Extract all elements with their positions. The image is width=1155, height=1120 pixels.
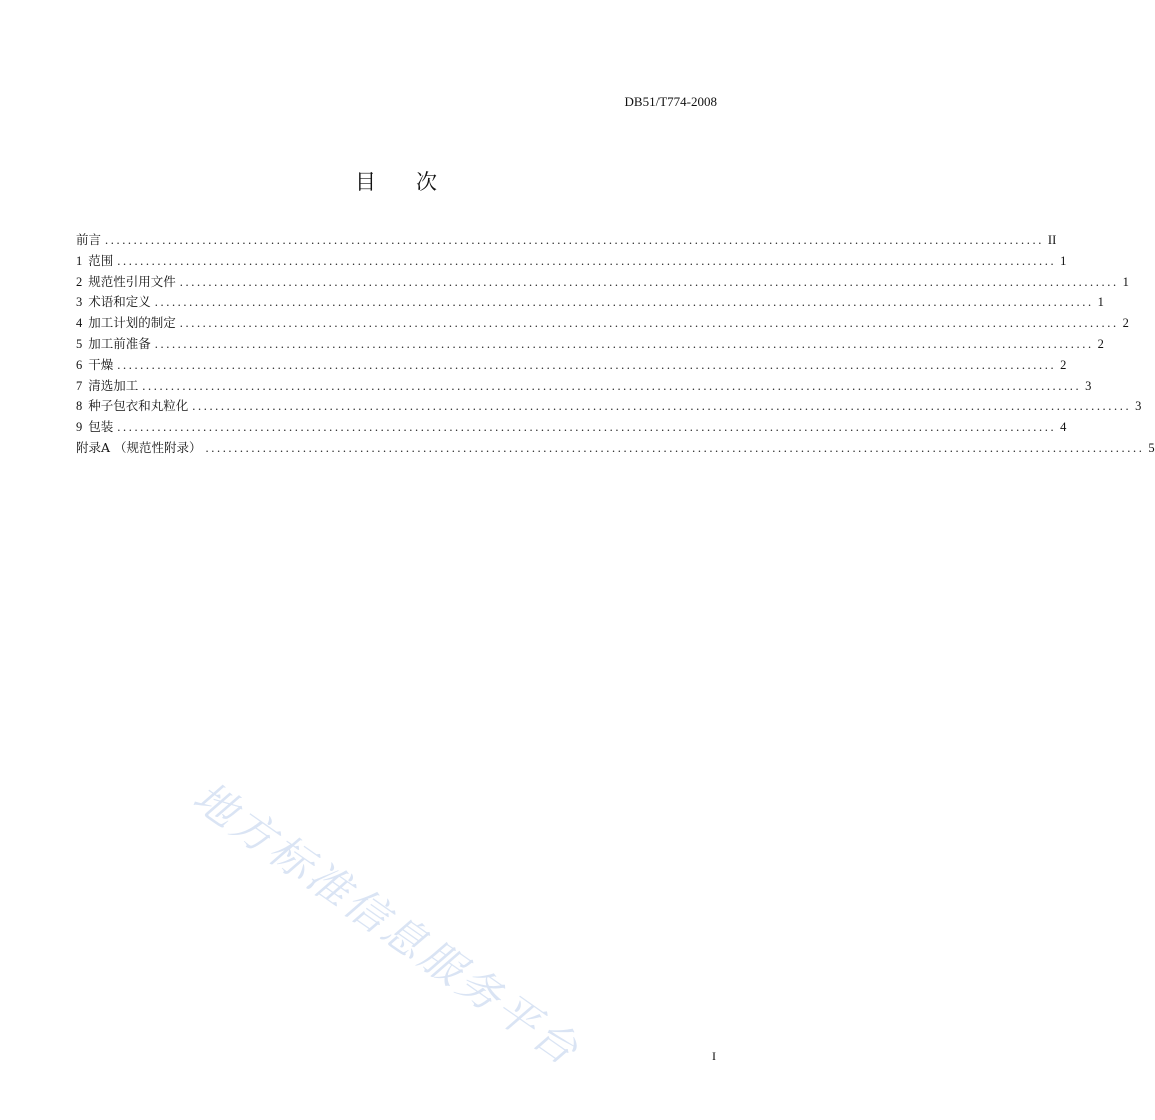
toc-entry-page: 5 (1148, 440, 1155, 455)
toc-entry-number: 1 (76, 253, 83, 268)
toc-leader-dots: .................................................................................................................................................................... (105, 233, 1044, 247)
toc-leader-dots: .................................................................................................................................................................... (179, 274, 1119, 289)
toc-entry-page: 2 (1122, 316, 1129, 331)
toc-entry-label: 规范性引用文件 (88, 273, 176, 289)
toc-entry-number: 5 (76, 336, 83, 351)
toc-leader-dots: .................................................................................................................................................................... (117, 357, 1057, 372)
toc-entry[interactable] (76, 313, 1129, 334)
toc-entry-label: 包装 (88, 419, 114, 435)
toc-entry-number: 9 (76, 420, 83, 435)
toc-entry[interactable] (76, 396, 1142, 417)
toc-entry-number: 4 (76, 316, 83, 331)
toc-leader-dots: .................................................................................................................................................................... (117, 253, 1057, 268)
toc-entry-page: 3 (1085, 378, 1092, 393)
toc-entry-label: 范围 (88, 252, 114, 268)
document-code: DB51/T774-2008 (624, 94, 717, 109)
toc-entry-number: 8 (76, 399, 83, 414)
toc-entry[interactable] (76, 230, 1057, 251)
toc-title-char-1: 目 (355, 170, 376, 194)
toc-entry[interactable] (76, 334, 1104, 355)
toc-entry-page: 1 (1097, 295, 1104, 310)
toc-entry-label: 附录A （规范性附录） (76, 439, 202, 455)
toc-leader-dots: .................................................................................................................................................................... (117, 420, 1057, 435)
toc-entry-label: 前言 (76, 232, 102, 247)
toc-leader-dots: .................................................................................................................................................................... (205, 440, 1145, 455)
toc-entry-page: 1 (1060, 253, 1067, 268)
toc-entry-number: 3 (76, 295, 83, 310)
toc-entry-label: 种子包衣和丸粒化 (88, 398, 189, 414)
toc-entry-page: 2 (1060, 357, 1067, 372)
watermark: 地方标准信息服务平台 (184, 771, 590, 1076)
toc-entry-page: 2 (1097, 336, 1104, 351)
toc-entry-number: 2 (76, 274, 83, 289)
toc-leader-dots: .................................................................................................................................................................... (179, 316, 1119, 331)
toc-entry-page: II (1047, 233, 1057, 247)
toc-entry[interactable] (76, 376, 1092, 397)
toc-entry-label: 术语和定义 (88, 294, 151, 310)
toc-entry[interactable] (76, 292, 1104, 313)
toc-entry[interactable] (76, 417, 1067, 438)
toc-entry[interactable] (76, 355, 1067, 376)
toc-entry-label: 加工计划的制定 (88, 315, 176, 331)
toc-leader-dots: .................................................................................................................................................................... (142, 378, 1082, 393)
toc-entry-page: 3 (1135, 399, 1142, 414)
toc-entry-page: 1 (1122, 274, 1129, 289)
toc-title-char-2: 次 (416, 170, 437, 194)
toc-leader-dots: .................................................................................................................................................................... (192, 399, 1132, 414)
toc-entry[interactable] (76, 251, 1067, 272)
toc-entry-label: 清选加工 (88, 377, 139, 393)
toc-leader-dots: .................................................................................................................................................................... (154, 295, 1094, 310)
toc-leader-dots: .................................................................................................................................................................... (154, 336, 1094, 351)
toc-entry-number: 7 (76, 378, 83, 393)
toc-list (76, 230, 1155, 459)
toc-entry-label: 加工前准备 (88, 335, 151, 351)
toc-entry-page: 4 (1060, 420, 1067, 435)
toc-entry-number: 6 (76, 357, 83, 372)
toc-entry-label: 干燥 (88, 356, 114, 372)
toc-entry[interactable] (76, 272, 1129, 293)
toc-title (0, 166, 792, 196)
toc-entry[interactable] (76, 438, 1155, 459)
page-number: I (712, 1049, 716, 1063)
